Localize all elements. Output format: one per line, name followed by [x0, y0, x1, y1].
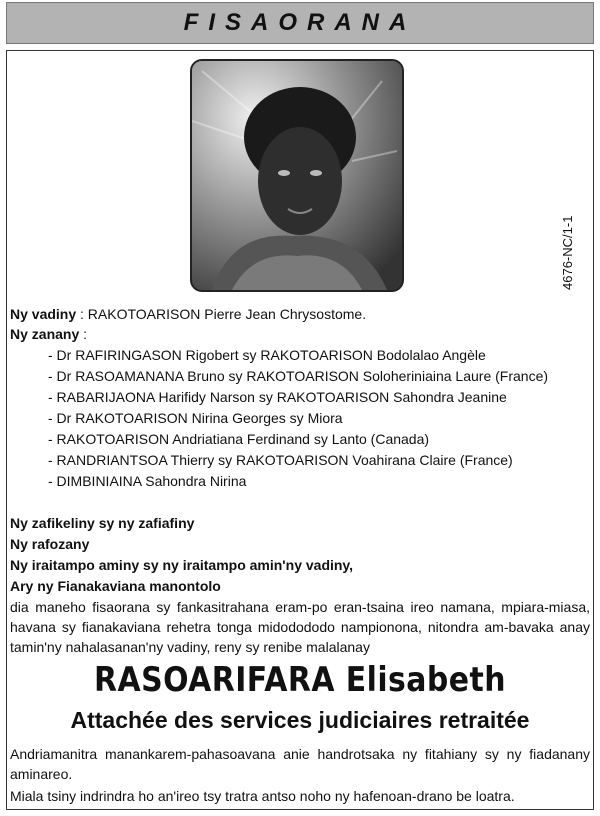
blessing-paragraph: Andriamanitra manankarem-pahasoavana anie handrotsaka ny fitahiany sy ny fiadanany aminareo. [10, 746, 590, 782]
family-group: Ny zafikeliny sy ny zafiafiny [10, 515, 195, 531]
child-item: - Dr RAFIRINGASON Rigobert sy RAKOTOARISON Bodolalao Angèle [48, 347, 486, 363]
family-group: Ary ny Fianakaviana manontolo [10, 578, 221, 594]
family-group: Ny iraitampo aminy sy ny iraitampo amin'ny vadiny, [10, 557, 354, 573]
child-item: - RAKOTOARISON Andriatiana Ferdinand sy Lanto (Canada) [48, 431, 430, 447]
children-heading [10, 325, 87, 343]
deceased-title: Attachée des services judiciaires retraitée [70, 707, 530, 733]
portrait-illustration [192, 61, 402, 290]
children-label: Ny zanany [10, 326, 80, 342]
banner-title: FISAORANA [183, 9, 417, 36]
thanks-paragraph: dia maneho fisaorana sy fankasitrahana eram-po eran-tsaina ireo namana, mpiara-miasa, havana sy fianakaviana rehetra tonga midodododo nampionona, nitondra am-bavaka anay tamin'ny nahalasanan'ny vadiny, reny sy renibe malalanay [10, 599, 590, 655]
family-group: Ny rafozany [10, 536, 90, 552]
child-item: - DIMBINIAINA Sahondra Nirina [48, 473, 247, 489]
child-item: - Dr RASOAMANANA Bruno sy RAKOTOARISON Soloheriniaina Laure (France) [48, 368, 549, 384]
child-item: - RABARIJAONA Harifidy Narson sy RAKOTOARISON Sahondra Jeanine [48, 389, 507, 405]
reference-code: 4676-NC/1-1 [560, 215, 575, 290]
apology-paragraph: Miala tsiny indrindra ho an'ireo tsy tratra antso noho ny hafenoan-drano be loatra. [10, 788, 515, 804]
child-item: - RANDRIANTSOA Thierry sy RAKOTOARISON Voahirana Claire (France) [48, 452, 513, 468]
child-item: - Dr RAKOTOARISON Nirina Georges sy Miora [48, 410, 343, 426]
children-suffix: : [79, 326, 88, 342]
deceased-name: RASOARIFARA Elisabeth [94, 660, 506, 700]
spouse-value: : RAKOTOARISON Pierre Jean Chrysostome. [80, 306, 367, 322]
spouse-line [10, 305, 366, 323]
banner [6, 2, 594, 44]
spouse-label: Ny vadiny [10, 306, 77, 322]
portrait-photo [190, 59, 404, 292]
